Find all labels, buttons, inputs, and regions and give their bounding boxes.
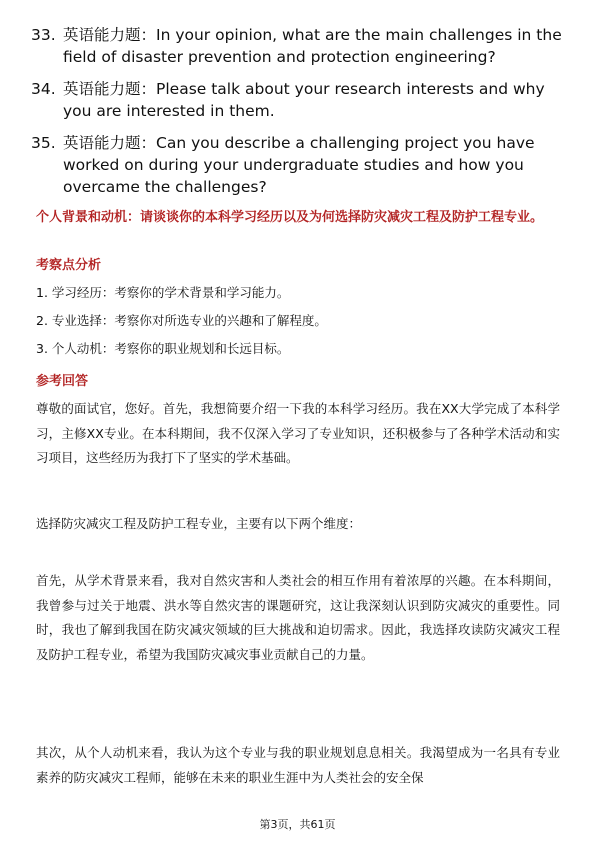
question-text: 英语能力题：In your opinion, what are the main challenges in the field of disaster prevention and protection engineering?: [63, 26, 562, 66]
answer-paragraph: 选择防灾减灾工程及防护工程专业，主要有以下两个维度：: [36, 516, 362, 531]
question-number: 34.: [31, 80, 56, 98]
answer-title: 参考回答: [36, 374, 89, 389]
question-item: [31, 132, 571, 198]
answer-paragraph: 其次，从个人动机来看，我认为这个专业与我的职业规划息息相关。我渴望成为一名具有专业素养的防灾减灾工程师，能够在未来的职业生涯中为人类社会的安全保: [36, 745, 560, 785]
page-number: 第3页，共61页: [259, 818, 336, 831]
analysis-item: 3. 个人动机：考察你的职业规划和长远目标。: [36, 341, 290, 356]
question-heading: 个人背景和动机：请谈谈你的本科学习经历以及为何选择防灾减灾工程及防护工程专业。: [36, 210, 544, 225]
question-number: 35.: [31, 134, 56, 152]
answer-paragraph: 尊敬的面试官，您好。首先，我想简要介绍一下我的本科学习经历。我在XX大学完成了本科学习，主修XX专业。在本科期间，我不仅深入学习了专业知识，还积极参与了各种学术活动和实习项目，这些经历为我打下了坚实的学术基础。: [36, 401, 560, 465]
question-text: 英语能力题：Can you describe a challenging project you have worked on during your undergraduate studies and how you overcame the challenges?: [63, 134, 535, 196]
question-item: [31, 24, 571, 68]
question-text: 英语能力题：Please talk about your research interests and why you are interested in them.: [63, 80, 545, 120]
analysis-title: 考察点分析: [36, 258, 102, 273]
question-item: [31, 78, 571, 122]
answer-paragraph: 首先，从学术背景来看，我对自然灾害和人类社会的相互作用有着浓厚的兴趣。在本科期间，我曾参与过关于地震、洪水等自然灾害的课题研究，这让我深刻认识到防灾减灾的重要性。同时，我也了解到我国在防灾减灾领域的巨大挑战和迫切需求。因此，我选择攻读防灾减灾工程及防护工程专业，希望为我国防灾减灾事业贡献自己的力量。: [36, 573, 560, 662]
question-number: 33.: [31, 26, 56, 44]
analysis-item: 2. 专业选择：考察你对所选专业的兴趣和了解程度。: [36, 313, 327, 328]
question-list: [31, 24, 571, 208]
analysis-item: 1. 学习经历：考察你的学术背景和学习能力。: [36, 285, 290, 300]
